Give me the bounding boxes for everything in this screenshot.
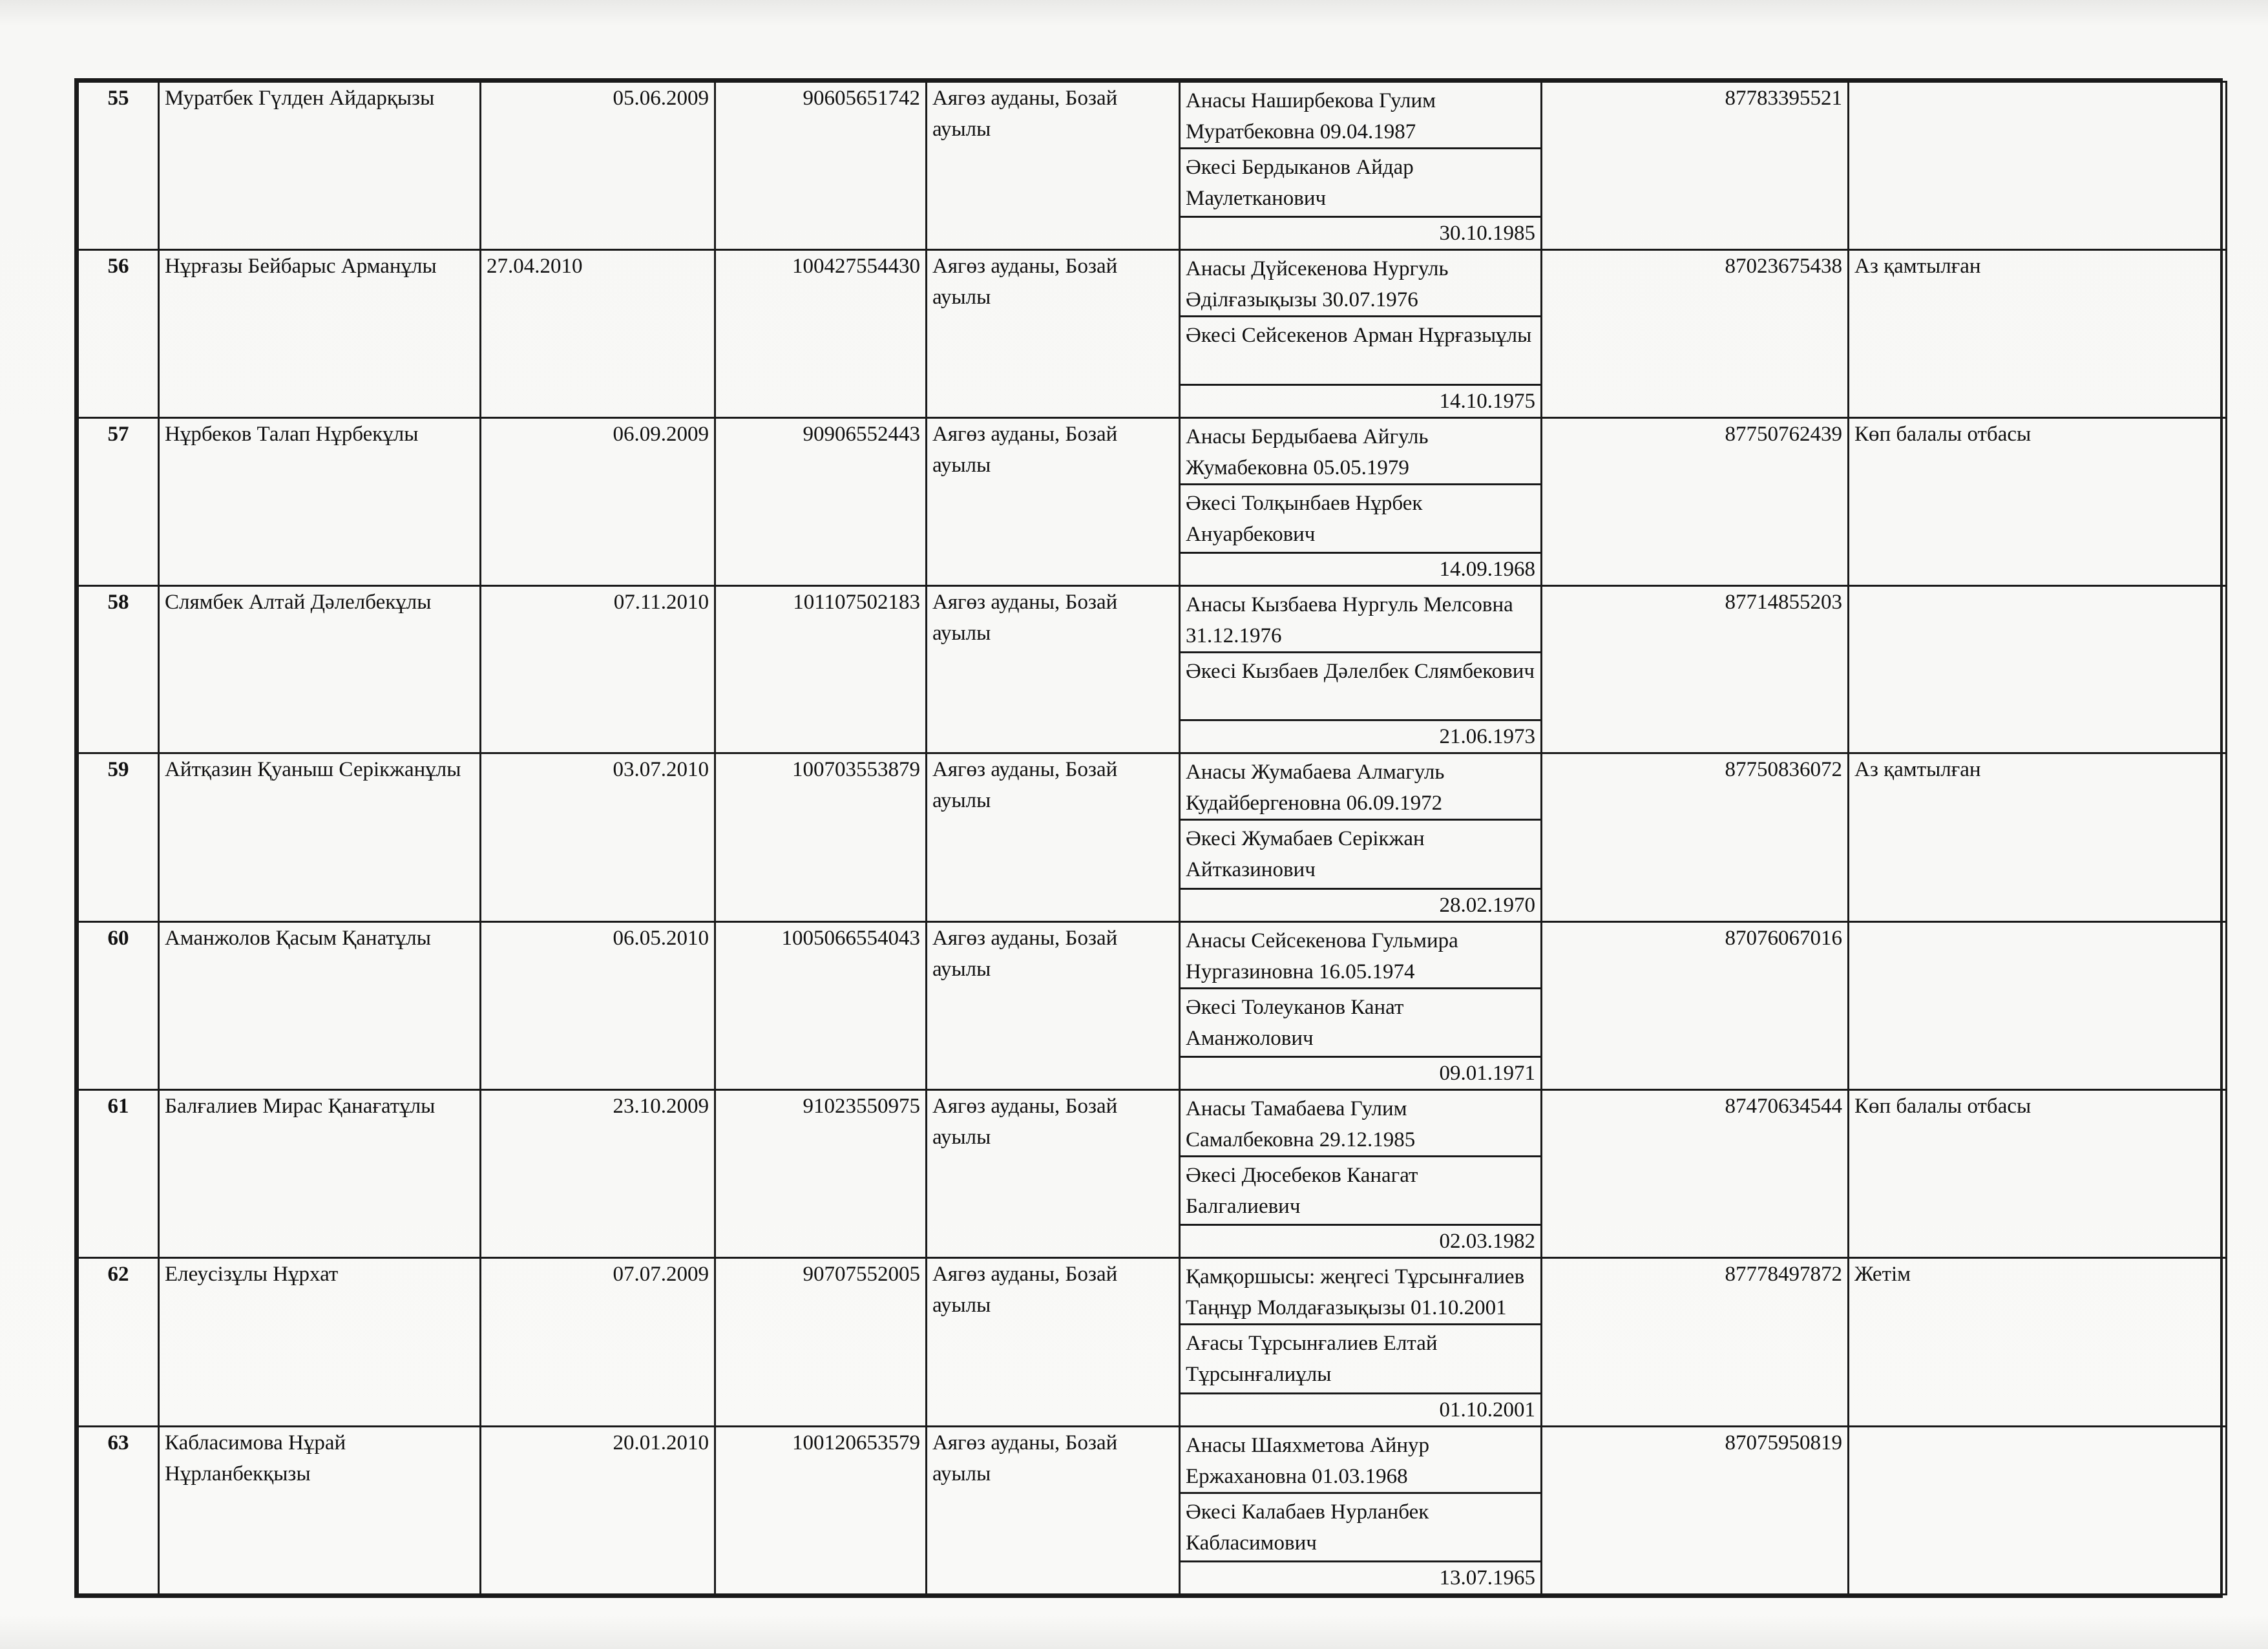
father-birth-date: 13.07.1965 (1181, 1560, 1540, 1593)
father-birth-date: 30.10.1985 (1181, 216, 1540, 249)
iin-number: 90906552443 (715, 417, 927, 585)
mother-info: Қамқоршысы: жеңгесі Тұрсынғалиев Таңнұр Молдағазықызы 01.10.2001 (1181, 1259, 1540, 1325)
family-status: Аз қамтылған (1849, 250, 2227, 417)
iin-number: 91023550975 (715, 1089, 927, 1257)
mother-info: Анасы Кызбаева Нургуль Мелсовна 31.12.1976 (1181, 587, 1540, 653)
phone-number: 87714855203 (1542, 585, 1849, 753)
student-name: Балғалиев Мирас Қанағатұлы (159, 1089, 481, 1257)
birth-date: 07.07.2009 (481, 1258, 715, 1426)
father-info: Әкесі Жумабаев Серікжан Айтказинович (1186, 827, 1425, 882)
iin-number: 101107502183 (715, 585, 927, 753)
phone-number: 87750836072 (1542, 753, 1849, 921)
family-status: Аз қамтылған (1849, 753, 2227, 921)
phone-number: 87750762439 (1542, 417, 1849, 585)
student-name: Слямбек Алтай Дәлелбекұлы (159, 585, 481, 753)
family-status: Жетім (1849, 1258, 2227, 1426)
birth-date: 23.10.2009 (481, 1089, 715, 1257)
parents-cell (1180, 250, 1542, 417)
parents-cell (1180, 921, 1542, 1089)
father-info: Әкесі Толқынбаев Нұрбек Ануарбекович (1186, 491, 1423, 546)
row-number: 57 (78, 417, 159, 585)
family-status (1849, 921, 2227, 1089)
parents-cell (1180, 585, 1542, 753)
address: Аягөз ауданы, Бозай ауылы (927, 1426, 1180, 1594)
iin-number: 100427554430 (715, 250, 927, 417)
table-row (78, 585, 2227, 753)
family-status (1849, 82, 2227, 250)
birth-date: 27.04.2010 (481, 250, 715, 417)
father-info: Ағасы Тұрсынғалиев Елтай Тұрсынғалиұлы (1186, 1332, 1438, 1387)
mother-info: Анасы Наширбекова Гулим Муратбековна 09.04.1987 (1181, 83, 1540, 149)
father-birth-date: 14.10.1975 (1181, 384, 1540, 417)
address: Аягөз ауданы, Бозай ауылы (927, 585, 1180, 753)
birth-date: 07.11.2010 (481, 585, 715, 753)
family-status (1849, 585, 2227, 753)
iin-number: 100703553879 (715, 753, 927, 921)
father-info: Әкесі Дюсебеков Канагат Балгалиевич (1186, 1163, 1418, 1218)
address: Аягөз ауданы, Бозай ауылы (927, 921, 1180, 1089)
father-birth-date: 01.10.2001 (1181, 1392, 1540, 1425)
birth-date: 06.09.2009 (481, 417, 715, 585)
row-number: 58 (78, 585, 159, 753)
father-info: Әкесі Сейсекенов Арман Нұрғазыұлы (1186, 324, 1532, 348)
student-name: Нұрбеков Талап Нұрбекұлы (159, 417, 481, 585)
father-birth-date: 09.01.1971 (1181, 1056, 1540, 1089)
family-status (1849, 1426, 2227, 1594)
iin-number: 90707552005 (715, 1258, 927, 1426)
row-number: 56 (78, 250, 159, 417)
phone-number: 87076067016 (1542, 921, 1849, 1089)
row-number: 61 (78, 1089, 159, 1257)
student-name: Нұрғазы Бейбарыс Арманұлы (159, 250, 481, 417)
table-row (78, 417, 2227, 585)
father-birth-date: 14.09.1968 (1181, 552, 1540, 585)
phone-number: 87075950819 (1542, 1426, 1849, 1594)
address: Аягөз ауданы, Бозай ауылы (927, 82, 1180, 250)
birth-date: 20.01.2010 (481, 1426, 715, 1594)
iin-number: 100120653579 (715, 1426, 927, 1594)
student-name: Муратбек Гүлден Айдарқызы (159, 82, 481, 250)
father-info: Әкесі Калабаев Нурланбек Кабласимович (1186, 1500, 1429, 1555)
parents-cell (1180, 753, 1542, 921)
row-number: 60 (78, 921, 159, 1089)
mother-info: Анасы Шаяхметова Айнур Ержахановна 01.03.1968 (1181, 1427, 1540, 1494)
mother-info: Анасы Бердыбаева Айгуль Жумабековна 05.05.1979 (1181, 419, 1540, 485)
table-row (78, 921, 2227, 1089)
birth-date: 05.06.2009 (481, 82, 715, 250)
parents-cell (1180, 82, 1542, 250)
address: Аягөз ауданы, Бозай ауылы (927, 753, 1180, 921)
father-birth-date: 02.03.1982 (1181, 1224, 1540, 1257)
mother-info: Анасы Тамабаева Гулим Самалбековна 29.12.1985 (1181, 1091, 1540, 1157)
birth-date: 06.05.2010 (481, 921, 715, 1089)
student-register-table (77, 81, 2227, 1595)
father-info: Әкесі Бердыканов Айдар Маулетканович (1186, 156, 1414, 210)
row-number: 55 (78, 82, 159, 250)
address: Аягөз ауданы, Бозай ауылы (927, 1258, 1180, 1426)
student-name: Елеусізұлы Нұрхат (159, 1258, 481, 1426)
phone-number: 87783395521 (1542, 82, 1849, 250)
parents-cell (1180, 1258, 1542, 1426)
student-name: Айтқазин Қуаныш Серікжанұлы (159, 753, 481, 921)
mother-info: Анасы Дүйсекенова Нургуль Әділғазықызы 30.07.1976 (1181, 251, 1540, 317)
family-status: Көп балалы отбасы (1849, 1089, 2227, 1257)
phone-number: 87470634544 (1542, 1089, 1849, 1257)
father-birth-date: 28.02.1970 (1181, 888, 1540, 921)
iin-number: 90605651742 (715, 82, 927, 250)
address: Аягөз ауданы, Бозай ауылы (927, 250, 1180, 417)
student-name: Аманжолов Қасым Қанатұлы (159, 921, 481, 1089)
mother-info: Анасы Жумабаева Алмагуль Кудайбергеновна 06.09.1972 (1181, 754, 1540, 821)
parents-cell (1180, 1089, 1542, 1257)
father-info: Әкесі Кызбаев Дәлелбек Слямбекович (1186, 659, 1535, 683)
row-number: 59 (78, 753, 159, 921)
row-number: 62 (78, 1258, 159, 1426)
student-register-sheet (74, 78, 2223, 1598)
student-name: Кабласимова Нұрай Нұрланбекқызы (159, 1426, 481, 1594)
father-birth-date: 21.06.1973 (1181, 719, 1540, 752)
phone-number: 87778497872 (1542, 1258, 1849, 1426)
row-number: 63 (78, 1426, 159, 1594)
father-info: Әкесі Толеуканов Канат Аманжолович (1186, 995, 1404, 1050)
table-row (78, 82, 2227, 250)
register-body (78, 82, 2227, 1595)
family-status: Көп балалы отбасы (1849, 417, 2227, 585)
phone-number: 87023675438 (1542, 250, 1849, 417)
address: Аягөз ауданы, Бозай ауылы (927, 1089, 1180, 1257)
table-row (78, 250, 2227, 417)
iin-number: 1005066554043 (715, 921, 927, 1089)
table-row (78, 753, 2227, 921)
mother-info: Анасы Сейсекенова Гульмира Нургазиновна 16.05.1974 (1181, 923, 1540, 989)
address: Аягөз ауданы, Бозай ауылы (927, 417, 1180, 585)
birth-date: 03.07.2010 (481, 753, 715, 921)
parents-cell (1180, 417, 1542, 585)
table-row (78, 1089, 2227, 1257)
parents-cell (1180, 1426, 1542, 1594)
table-row (78, 1426, 2227, 1594)
table-row (78, 1258, 2227, 1426)
